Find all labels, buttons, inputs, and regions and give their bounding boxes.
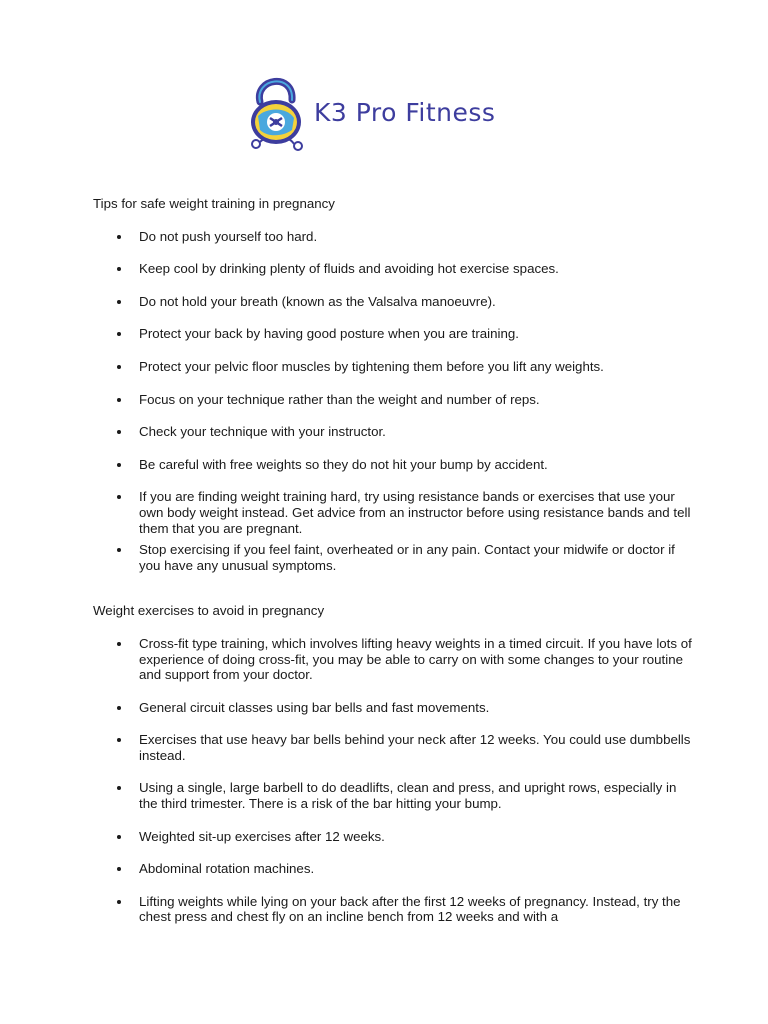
list-item: Exercises that use heavy bar bells behind your neck after 12 weeks. You could use dumbbells instead. xyxy=(93,732,693,763)
list-item: Protect your pelvic floor muscles by tightening them before you lift any weights. xyxy=(93,359,693,375)
section-heading-avoid: Weight exercises to avoid in pregnancy xyxy=(93,603,325,619)
list-item: Weighted sit-up exercises after 12 weeks. xyxy=(93,829,693,845)
safe-tips-list xyxy=(93,229,693,574)
list-item: Cross-fit type training, which involves lifting heavy weights in a timed circuit. If you have lots of experience of doing cross-fit, you may be able to carry on with some changes to your routine and support from your doctor. xyxy=(93,636,693,683)
kettlebell-logo-icon xyxy=(246,72,308,154)
avoid-list xyxy=(93,636,693,925)
list-item: Be careful with free weights so they do not hit your bump by accident. xyxy=(93,457,693,473)
list-item: General circuit classes using bar bells and fast movements. xyxy=(93,700,693,716)
list-item: If you are finding weight training hard, try using resistance bands or exercises that use your own body weight instead. Get advice from an instructor before using resistance bands and tell them that you are pregnant. xyxy=(93,489,693,536)
section-heading-safe-tips: Tips for safe weight training in pregnancy xyxy=(93,196,335,211)
list-item: Do not push yourself too hard. xyxy=(93,229,693,245)
list-item: Focus on your technique rather than the weight and number of reps. xyxy=(93,392,693,408)
list-item: Do not hold your breath (known as the Valsalva manoeuvre). xyxy=(93,294,693,310)
list-item: Using a single, large barbell to do deadlifts, clean and press, and upright rows, especially in the third trimester. There is a risk of the bar hitting your bump. xyxy=(93,780,693,811)
list-item: Abdominal rotation machines. xyxy=(93,861,693,877)
list-item: Check your technique with your instructor. xyxy=(93,424,693,440)
brand-name: K3 Pro Fitness xyxy=(314,97,496,127)
list-item: Stop exercising if you feel faint, overheated or in any pain. Contact your midwife or doctor if you have any unusual symptoms. xyxy=(93,542,693,573)
list-item: Protect your back by having good posture when you are training. xyxy=(93,326,693,342)
brand-logo xyxy=(246,72,495,154)
list-item: Keep cool by drinking plenty of fluids and avoiding hot exercise spaces. xyxy=(93,261,693,277)
list-item: Lifting weights while lying on your back after the first 12 weeks of pregnancy. Instead, try the chest press and chest fly on an incline bench from 12 weeks and with a xyxy=(93,894,693,925)
document-body xyxy=(93,196,693,925)
